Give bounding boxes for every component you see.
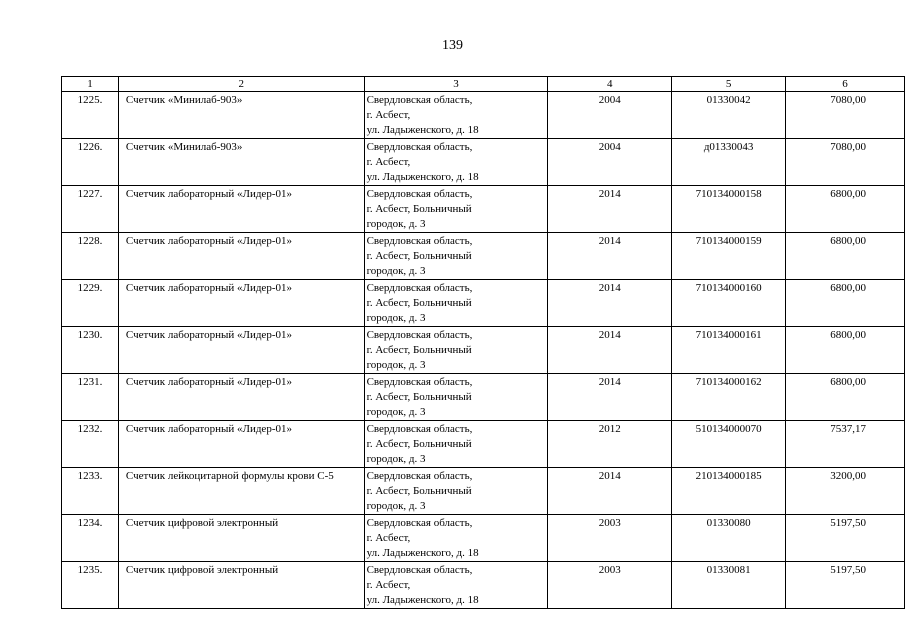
address-line: Свердловская область, [366, 376, 473, 388]
column-header: 6 [786, 77, 905, 92]
item-cost: 7537,17 [786, 421, 905, 468]
address-line: г. Асбест, Больничный [366, 438, 472, 450]
row-number: 1233. [62, 468, 119, 515]
item-address [364, 327, 548, 374]
item-cost: 6800,00 [786, 280, 905, 327]
item-year: 2003 [548, 562, 672, 609]
item-address [364, 562, 548, 609]
item-cost: 7080,00 [786, 139, 905, 186]
item-cost: 5197,50 [786, 562, 905, 609]
inventory-number: 710134000162 [672, 374, 786, 421]
item-cost: 3200,00 [786, 468, 905, 515]
address-line: г. Асбест, Больничный [366, 391, 472, 403]
address-line: Свердловская область, [366, 517, 473, 529]
property-registry-table [61, 76, 905, 609]
column-header: 2 [118, 77, 364, 92]
item-address [364, 374, 548, 421]
address-line: г. Асбест, [366, 532, 411, 544]
item-name: Счетчик цифровой электронный [118, 562, 364, 609]
page-number: 139 [442, 38, 463, 53]
item-address [364, 421, 548, 468]
address-line: ул. Ладыженского, д. 18 [366, 594, 479, 606]
item-name: Счетчик лабораторный «Лидер-01» [118, 233, 364, 280]
address-line: городок, д. 3 [366, 453, 426, 465]
address-line: г. Асбест, Больничный [366, 485, 472, 497]
item-address [364, 139, 548, 186]
item-name: Счетчик цифровой электронный [118, 515, 364, 562]
address-line: г. Асбест, [366, 156, 411, 168]
item-year: 2014 [548, 186, 672, 233]
table-header-row [62, 77, 905, 92]
address-line: Свердловская область, [366, 188, 473, 200]
address-line: Свердловская область, [366, 235, 473, 247]
table-row [62, 327, 905, 374]
address-line: городок, д. 3 [366, 359, 426, 371]
table-row [62, 186, 905, 233]
address-line: Свердловская область, [366, 94, 473, 106]
row-number: 1232. [62, 421, 119, 468]
table-row [62, 280, 905, 327]
inventory-number: 710134000159 [672, 233, 786, 280]
address-line: Свердловская область, [366, 564, 473, 576]
item-cost: 6800,00 [786, 327, 905, 374]
table-row [62, 562, 905, 609]
row-number: 1229. [62, 280, 119, 327]
item-year: 2004 [548, 139, 672, 186]
table-row [62, 421, 905, 468]
address-line: городок, д. 3 [366, 265, 426, 277]
item-address [364, 233, 548, 280]
inventory-number: 01330080 [672, 515, 786, 562]
row-number: 1227. [62, 186, 119, 233]
item-cost: 7080,00 [786, 92, 905, 139]
address-line: ул. Ладыженского, д. 18 [366, 124, 479, 136]
table-row [62, 468, 905, 515]
item-name: Счетчик лабораторный «Лидер-01» [118, 374, 364, 421]
table-row [62, 515, 905, 562]
inventory-number: д01330043 [672, 139, 786, 186]
address-line: ул. Ладыженского, д. 18 [366, 547, 479, 559]
address-line: Свердловская область, [366, 282, 473, 294]
item-address [364, 186, 548, 233]
inventory-number: 710134000160 [672, 280, 786, 327]
column-header: 4 [548, 77, 672, 92]
inventory-number: 710134000161 [672, 327, 786, 374]
inventory-number: 01330081 [672, 562, 786, 609]
item-year: 2004 [548, 92, 672, 139]
row-number: 1231. [62, 374, 119, 421]
table-row [62, 92, 905, 139]
address-line: ул. Ладыженского, д. 18 [366, 171, 479, 183]
row-number: 1230. [62, 327, 119, 374]
column-header: 3 [364, 77, 548, 92]
column-header: 1 [62, 77, 119, 92]
item-year: 2012 [548, 421, 672, 468]
row-number: 1234. [62, 515, 119, 562]
item-cost: 5197,50 [786, 515, 905, 562]
item-name: Счетчик лабораторный «Лидер-01» [118, 421, 364, 468]
table-body [62, 92, 905, 609]
item-year: 2014 [548, 374, 672, 421]
item-name: Счетчик «Минилаб-903» [118, 92, 364, 139]
item-name: Счетчик лейкоцитарной формулы крови С-5 [118, 468, 364, 515]
item-address [364, 92, 548, 139]
table-row [62, 139, 905, 186]
address-line: Свердловская область, [366, 470, 473, 482]
item-cost: 6800,00 [786, 374, 905, 421]
table-row [62, 233, 905, 280]
row-number: 1228. [62, 233, 119, 280]
inventory-number: 510134000070 [672, 421, 786, 468]
address-line: г. Асбест, Больничный [366, 344, 472, 356]
item-year: 2014 [548, 468, 672, 515]
item-address [364, 280, 548, 327]
item-cost: 6800,00 [786, 233, 905, 280]
inventory-number: 710134000158 [672, 186, 786, 233]
address-line: г. Асбест, [366, 109, 411, 121]
item-cost: 6800,00 [786, 186, 905, 233]
row-number: 1225. [62, 92, 119, 139]
item-address [364, 515, 548, 562]
item-year: 2003 [548, 515, 672, 562]
inventory-number: 210134000185 [672, 468, 786, 515]
column-header: 5 [672, 77, 786, 92]
item-address [364, 468, 548, 515]
item-name: Счетчик «Минилаб-903» [118, 139, 364, 186]
address-line: Свердловская область, [366, 141, 473, 153]
address-line: г. Асбест, Больничный [366, 250, 472, 262]
item-name: Счетчик лабораторный «Лидер-01» [118, 327, 364, 374]
row-number: 1226. [62, 139, 119, 186]
item-name: Счетчик лабораторный «Лидер-01» [118, 280, 364, 327]
item-year: 2014 [548, 280, 672, 327]
address-line: городок, д. 3 [366, 312, 426, 324]
address-line: городок, д. 3 [366, 500, 426, 512]
address-line: г. Асбест, Больничный [366, 297, 472, 309]
address-line: г. Асбест, Больничный [366, 203, 472, 215]
address-line: городок, д. 3 [366, 218, 426, 230]
item-name: Счетчик лабораторный «Лидер-01» [118, 186, 364, 233]
address-line: городок, д. 3 [366, 406, 426, 418]
item-year: 2014 [548, 233, 672, 280]
inventory-number: 01330042 [672, 92, 786, 139]
table-row [62, 374, 905, 421]
address-line: Свердловская область, [366, 423, 473, 435]
address-line: г. Асбест, [366, 579, 411, 591]
address-line: Свердловская область, [366, 329, 473, 341]
item-year: 2014 [548, 327, 672, 374]
row-number: 1235. [62, 562, 119, 609]
